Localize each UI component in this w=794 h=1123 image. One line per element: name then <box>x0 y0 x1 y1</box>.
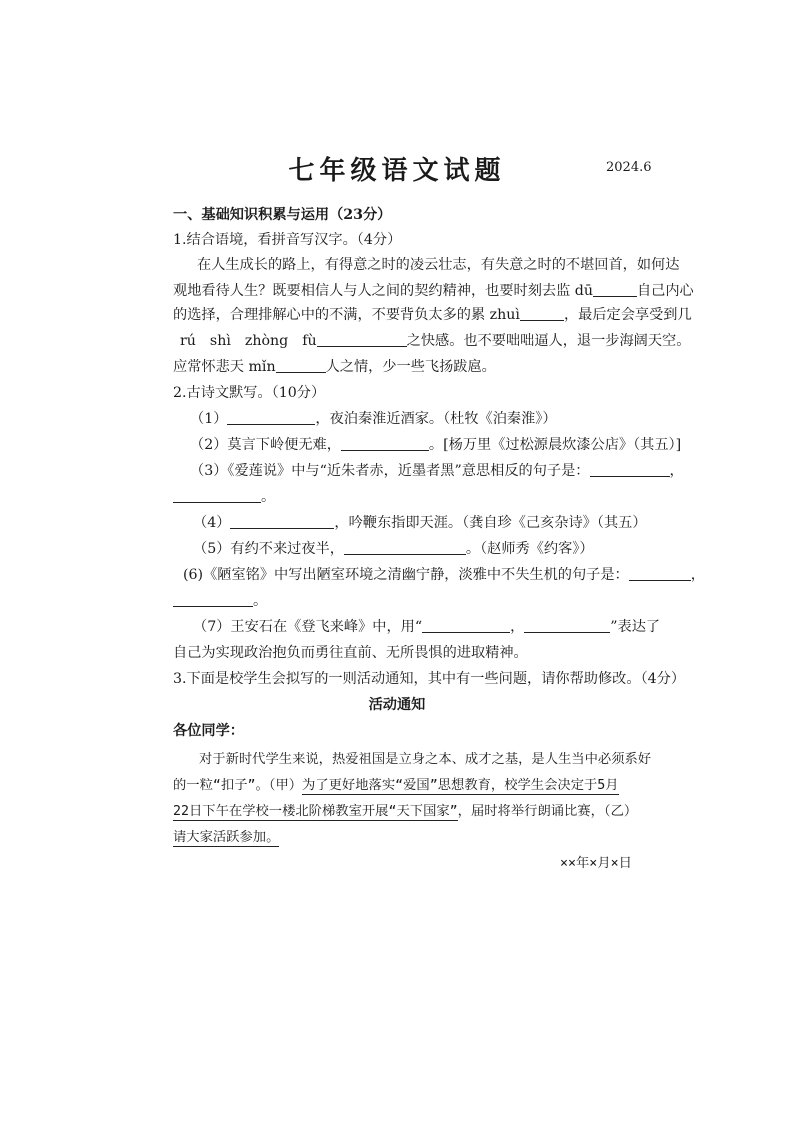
answer-blank[interactable] <box>422 618 510 633</box>
q3-stem: 3.下面是校学生会拟写的一则活动通知，其中有一些问题，请你帮助修改。（4分） <box>173 671 686 687</box>
notice-p3: 22日下午在学校一楼北阶梯教室开展“天下国家”，届时将举行朗诵比赛，（乙） <box>173 804 638 819</box>
q1-stem: 1.结合语境，看拼音写汉字。（4分） <box>173 232 402 248</box>
notice-p4 <box>173 826 279 845</box>
answer-blank[interactable] <box>629 566 691 581</box>
q1-line5: 应常怀悲天 mǐn 人之情，少一些飞扬跋扈。 <box>173 359 496 375</box>
notice-p1: 对于新时代学生来说，热爱祖国是立身之本、成才之基，是人生当中必须系好 <box>199 752 652 767</box>
notice-title: 活动通知 <box>368 697 426 713</box>
q2-item6: (6)《陋室铭》中写出陋室环境之清幽宁静，淡雅中不失生机的句子是： ， <box>183 567 705 583</box>
q2-stem: 2.古诗文默写。（10分） <box>173 385 326 401</box>
exam-title: 七年级语文试题 <box>288 156 506 186</box>
q2-item7-cont: 自己为实现政治抱负而勇往直前、无所畏惧的进取精神。 <box>173 645 528 661</box>
underlined-sentence-a-cont: 22日下午在学校一楼北阶梯教室开展“天下国家” <box>173 804 458 819</box>
notice-p2: 的一粒“扣子”。（甲）为了更好地落实“爱国”思想教育，校学生会决定于5月 <box>173 778 619 793</box>
q2-item3-cont: 。 <box>173 488 275 506</box>
notice-greeting: 各位同学： <box>173 723 244 739</box>
q2-item3: （3）《爱莲说》中与“近朱者赤，近墨者黑”意思相反的句子是： ， <box>190 463 684 479</box>
answer-blank-zhui[interactable] <box>520 306 564 321</box>
exam-date: 2024.6 <box>606 160 652 175</box>
q1-line4: rú shì zhòng fù 之快感。也不要咄咄逼人，退一步海阔天空。 <box>180 333 691 349</box>
underlined-sentence-b: 请大家活跃参加。 <box>173 830 280 845</box>
answer-blank-min[interactable] <box>276 358 326 373</box>
answer-blank[interactable] <box>341 436 429 451</box>
answer-blank[interactable] <box>344 540 466 555</box>
notice-date: ××年×月×日 <box>560 856 632 871</box>
answer-blank[interactable] <box>227 410 315 425</box>
answer-blank[interactable] <box>230 514 334 529</box>
answer-blank-idiom[interactable] <box>317 332 407 347</box>
q2-item7: （7）王安石在《登飞来峰》中，用“ ， ”表达了 <box>193 619 661 635</box>
q2-item5: （5）有约不来过夜半， 。（赵师秀《约客》） <box>193 541 594 557</box>
section-heading: 一、基础知识积累与运用（23分） <box>173 207 392 223</box>
answer-blank[interactable] <box>173 592 253 607</box>
q2-item4: （4） ，吟鞭东指即天涯。（龚自珍《己亥杂诗》（其五） <box>193 515 647 531</box>
underlined-sentence-a: 为了更好地落实“爱国”思想教育，校学生会决定于5月 <box>302 778 619 793</box>
q2-item2: （2）莫言下岭便无难， 。[杨万里《过松源晨炊漆公店》（其五）] <box>190 437 682 453</box>
q1-line1: 在人生成长的路上，有得意之时的凌云壮志，有失意之时的不堪回首，如何达 <box>197 257 680 273</box>
q2-item6-cont: 。 <box>173 592 267 610</box>
answer-blank-du[interactable] <box>593 282 637 297</box>
q2-item1: （1） ，夜泊秦淮近酒家。（杜牧《泊秦淮》） <box>190 411 557 427</box>
answer-blank[interactable] <box>524 618 610 633</box>
q1-line3: 的选择，合理排解心中的不满，不要背负太多的累 zhuì ，最后定会享受到几 <box>173 307 692 323</box>
answer-blank[interactable] <box>590 462 670 477</box>
answer-blank[interactable] <box>173 488 261 503</box>
q1-line2: 观地看待人生？既要相信人与人之间的契约精神，也要时刻去监 dū 自己内心 <box>173 283 694 299</box>
